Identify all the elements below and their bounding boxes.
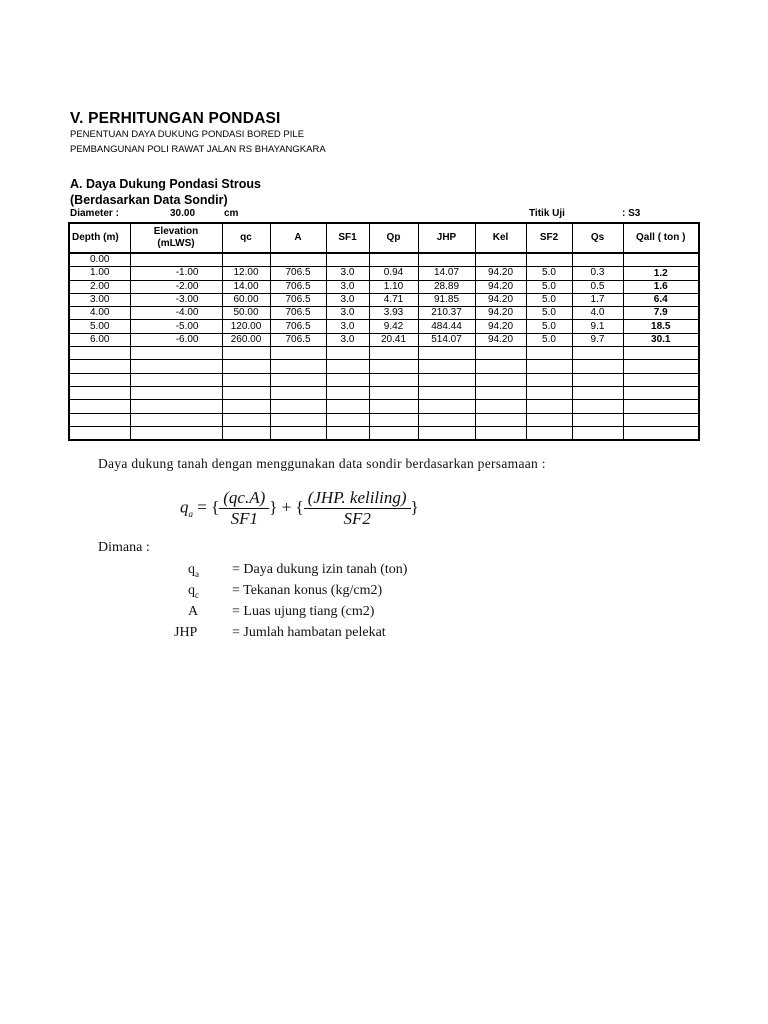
table-cell-qall: [623, 400, 699, 413]
table-cell-qs: [572, 413, 623, 426]
table-cell-qp: [369, 253, 418, 267]
table-cell-jhp: [418, 347, 475, 360]
table-cell-qall: [623, 426, 699, 440]
table-cell-qp: 9.42: [369, 320, 418, 333]
fraction-denominator-1: SF1: [230, 509, 258, 528]
table-cell-depth: [69, 413, 130, 426]
symbol-text: q: [188, 583, 195, 598]
table-row: [69, 373, 699, 386]
table-cell-kel: [475, 253, 526, 267]
table-cell-kel: [475, 426, 526, 440]
table-cell-qall: 18.5: [623, 320, 699, 333]
table-cell-sf2: 5.0: [526, 307, 572, 320]
definitions-list: [174, 562, 408, 646]
table-cell-qs: [572, 373, 623, 386]
table-cell-jhp: 14.07: [418, 267, 475, 280]
table-cell-jhp: [418, 400, 475, 413]
table-cell-sf1: [326, 360, 369, 373]
column-header-depth: Depth (m): [69, 223, 130, 253]
table-cell-sf2: [526, 400, 572, 413]
table-cell-elevation: [130, 413, 222, 426]
table-cell-elevation: [130, 426, 222, 440]
table-cell-a: 706.5: [270, 280, 326, 293]
table-cell-sf2: 5.0: [526, 333, 572, 346]
definition-text: = Daya dukung izin tanah (ton): [232, 562, 408, 577]
table-cell-qs: 4.0: [572, 307, 623, 320]
table-cell-sf1: 3.0: [326, 320, 369, 333]
section-heading: A. Daya Dukung Pondasi Strous: [70, 177, 262, 191]
table-cell-qs: [572, 253, 623, 267]
table-cell-jhp: 210.37: [418, 307, 475, 320]
table-cell-qc: 60.00: [222, 293, 270, 306]
fraction-denominator-2: SF2: [343, 509, 371, 528]
table-cell-elevation: -6.00: [130, 333, 222, 346]
equation-plus: +: [277, 497, 296, 517]
table-cell-sf2: [526, 373, 572, 386]
table-row: [69, 333, 699, 346]
table-cell-sf2: [526, 347, 572, 360]
table-cell-qc: 50.00: [222, 307, 270, 320]
table-cell-kel: [475, 360, 526, 373]
table-row: [69, 360, 699, 373]
symbol-text: q: [188, 562, 195, 577]
table-cell-qs: [572, 426, 623, 440]
table-cell-a: 706.5: [270, 293, 326, 306]
table-cell-sf1: 3.0: [326, 333, 369, 346]
table-cell-jhp: 28.89: [418, 280, 475, 293]
column-header-qp: Qp: [369, 223, 418, 253]
table-row: [69, 400, 699, 413]
table-cell-qs: 9.1: [572, 320, 623, 333]
table-row: [69, 426, 699, 440]
table-cell-sf1: 3.0: [326, 307, 369, 320]
definition-symbol: [188, 583, 232, 604]
equation-equals: =: [193, 497, 212, 517]
definition-symbol: [174, 625, 232, 646]
table-cell-a: 706.5: [270, 307, 326, 320]
table-cell-jhp: 91.85: [418, 293, 475, 306]
table-cell-qc: [222, 253, 270, 267]
table-cell-qs: [572, 347, 623, 360]
table-row: [69, 386, 699, 399]
table-cell-qall: 1.6: [623, 280, 699, 293]
table-cell-qp: [369, 386, 418, 399]
fraction-numerator-2: (JHP. keliling): [304, 488, 411, 509]
table-cell-sf2: [526, 426, 572, 440]
diameter-value: 30.00: [170, 208, 196, 219]
table-cell-qs: [572, 400, 623, 413]
table-cell-qall: [623, 373, 699, 386]
table-cell-sf1: [326, 400, 369, 413]
table-cell-qc: 260.00: [222, 333, 270, 346]
table-cell-sf1: 3.0: [326, 267, 369, 280]
table-cell-a: 706.5: [270, 320, 326, 333]
table-row: [69, 413, 699, 426]
brace-open-1: {: [211, 497, 220, 517]
dimana-label: Dimana :: [98, 540, 150, 555]
table-cell-a: [270, 253, 326, 267]
table-cell-sf1: [326, 426, 369, 440]
diameter-unit: cm: [224, 208, 239, 219]
table-cell-elevation: [130, 347, 222, 360]
table-cell-qs: 0.3: [572, 267, 623, 280]
table-cell-jhp: [418, 360, 475, 373]
table-header-row: [69, 223, 699, 253]
column-header-sf1: SF1: [326, 223, 369, 253]
titik-uji-label: Titik Uji: [529, 208, 565, 219]
table-cell-a: [270, 386, 326, 399]
column-header-qs: Qs: [572, 223, 623, 253]
table-cell-elevation: -3.00: [130, 293, 222, 306]
table-cell-qp: [369, 347, 418, 360]
table-cell-sf2: [526, 386, 572, 399]
table-cell-depth: 1.00: [69, 267, 130, 280]
table-cell-sf1: 3.0: [326, 280, 369, 293]
table-cell-jhp: 484.44: [418, 320, 475, 333]
table-cell-sf1: [326, 373, 369, 386]
table-cell-sf1: [326, 347, 369, 360]
table-cell-kel: 94.20: [475, 320, 526, 333]
table-cell-elevation: [130, 400, 222, 413]
table-cell-sf1: [326, 253, 369, 267]
table-cell-depth: [69, 360, 130, 373]
header-line: (mLWS): [157, 238, 195, 249]
table-cell-qp: 0.94: [369, 267, 418, 280]
table-cell-depth: [69, 347, 130, 360]
formula-image: [88, 452, 698, 650]
table-cell-depth: [69, 386, 130, 399]
diameter-label: Diameter :: [70, 208, 119, 219]
table-cell-qc: [222, 400, 270, 413]
column-header-a: A: [270, 223, 326, 253]
table-cell-qs: 0.5: [572, 280, 623, 293]
table-cell-sf2: 5.0: [526, 293, 572, 306]
table-cell-qc: [222, 413, 270, 426]
table-cell-sf2: 5.0: [526, 267, 572, 280]
table-cell-qp: 4.71: [369, 293, 418, 306]
table-cell-qc: [222, 386, 270, 399]
fraction-friction: [304, 488, 411, 529]
subtitle-line-1: PENENTUAN DAYA DUKUNG PONDASI BORED PILE: [70, 129, 305, 140]
definition-text: = Tekanan konus (kg/cm2): [232, 583, 383, 598]
table-cell-qs: 1.7: [572, 293, 623, 306]
table-cell-qp: [369, 413, 418, 426]
brace-open-2: {: [295, 497, 304, 517]
table-cell-qc: 14.00: [222, 280, 270, 293]
table-cell-qs: [572, 386, 623, 399]
table-cell-a: [270, 413, 326, 426]
table-cell-elevation: -4.00: [130, 307, 222, 320]
table-cell-qc: [222, 426, 270, 440]
table-cell-qall: [623, 347, 699, 360]
table-cell-depth: [69, 400, 130, 413]
table-cell-qall: [623, 413, 699, 426]
table-cell-qc: 120.00: [222, 320, 270, 333]
table-row: [69, 347, 699, 360]
table-cell-qall: [623, 253, 699, 267]
bearing-capacity-equation: [180, 488, 419, 529]
sondir-table: [68, 222, 700, 441]
table-cell-a: [270, 400, 326, 413]
table-cell-qc: 12.00: [222, 267, 270, 280]
table-cell-kel: 94.20: [475, 293, 526, 306]
definition-symbol: [188, 604, 232, 625]
table-cell-qp: [369, 400, 418, 413]
page-title: V. PERHITUNGAN PONDASI: [70, 110, 281, 127]
table-cell-qall: 6.4: [623, 293, 699, 306]
table-cell-sf1: 3.0: [326, 293, 369, 306]
fraction-numerator-1: (qc.A): [219, 488, 269, 509]
table-cell-a: [270, 347, 326, 360]
definition-qc: [188, 583, 407, 604]
table-row: [69, 293, 699, 306]
table-cell-kel: [475, 373, 526, 386]
table-cell-qp: [369, 360, 418, 373]
table-cell-depth: 2.00: [69, 280, 130, 293]
table-cell-qc: [222, 373, 270, 386]
table-cell-elevation: [130, 360, 222, 373]
table-row: [69, 320, 699, 333]
brace-close-2: }: [410, 497, 419, 517]
table-cell-elevation: -2.00: [130, 280, 222, 293]
table-cell-qall: [623, 386, 699, 399]
table-cell-a: [270, 360, 326, 373]
table-cell-qp: 1.10: [369, 280, 418, 293]
table-cell-jhp: [418, 426, 475, 440]
table-cell-qp: [369, 426, 418, 440]
table-row: [69, 280, 699, 293]
table-cell-a: 706.5: [270, 267, 326, 280]
table-cell-kel: 94.20: [475, 307, 526, 320]
table-cell-depth: 0.00: [69, 253, 130, 267]
table-cell-elevation: [130, 253, 222, 267]
header-line: Elevation: [153, 226, 199, 237]
table-cell-a: [270, 426, 326, 440]
table-row: [69, 307, 699, 320]
table-cell-elevation: [130, 386, 222, 399]
table-cell-depth: 3.00: [69, 293, 130, 306]
table-cell-jhp: [418, 373, 475, 386]
table-cell-sf2: 5.0: [526, 320, 572, 333]
table-cell-a: 706.5: [270, 333, 326, 346]
section-subheading: (Berdasarkan Data Sondir): [70, 193, 228, 207]
definition-jhp: [174, 625, 407, 646]
definition-a: [188, 604, 407, 625]
table-body: [69, 253, 699, 440]
table-cell-qc: [222, 347, 270, 360]
table-cell-kel: [475, 347, 526, 360]
column-header-sf2: SF2: [526, 223, 572, 253]
symbol-subscript: a: [195, 568, 199, 579]
column-header-qall: Qall ( ton ): [623, 223, 699, 253]
subtitle-line-2: PEMBANGUNAN POLI RAWAT JALAN RS BHAYANGKARA: [70, 144, 326, 155]
definition-text: = Jumlah hambatan pelekat: [232, 625, 386, 640]
equation-lhs: q: [180, 497, 189, 517]
table-cell-qp: 3.93: [369, 307, 418, 320]
table-cell-jhp: [418, 413, 475, 426]
table-cell-qp: [369, 373, 418, 386]
titik-uji-value: : S3: [622, 208, 641, 219]
table-cell-kel: 94.20: [475, 267, 526, 280]
definition-text: = Luas ujung tiang (cm2): [232, 604, 375, 619]
symbol-subscript: c: [195, 589, 199, 600]
table-cell-depth: 5.00: [69, 320, 130, 333]
fraction-end-bearing: [219, 488, 269, 529]
column-header-qc: qc: [222, 223, 270, 253]
table-cell-kel: [475, 386, 526, 399]
table-cell-a: [270, 373, 326, 386]
table-row: [69, 267, 699, 280]
table-cell-sf2: [526, 413, 572, 426]
symbol-text: JHP: [174, 625, 198, 640]
table-cell-sf2: [526, 360, 572, 373]
table-cell-qall: 1.2: [623, 267, 699, 280]
definition-qa: [188, 562, 407, 583]
table-cell-qp: 20.41: [369, 333, 418, 346]
table-cell-jhp: [418, 386, 475, 399]
table-cell-qall: 7.9: [623, 307, 699, 320]
table-cell-kel: 94.20: [475, 333, 526, 346]
table-cell-elevation: -1.00: [130, 267, 222, 280]
table-cell-kel: 94.20: [475, 280, 526, 293]
table-cell-depth: 6.00: [69, 333, 130, 346]
table-cell-elevation: -5.00: [130, 320, 222, 333]
table-row: [69, 253, 699, 267]
formula-intro: Daya dukung tanah dengan menggunakan data sondir berdasarkan persamaan :: [98, 456, 546, 471]
table-cell-qall: 30.1: [623, 333, 699, 346]
brace-close-1: }: [269, 497, 278, 517]
table-cell-sf1: [326, 386, 369, 399]
table-cell-jhp: [418, 253, 475, 267]
table-cell-sf2: 5.0: [526, 280, 572, 293]
definition-symbol: [188, 562, 232, 583]
table-cell-qs: [572, 360, 623, 373]
table-cell-elevation: [130, 373, 222, 386]
table-cell-kel: [475, 413, 526, 426]
table-cell-qall: [623, 360, 699, 373]
table-cell-qs: 9.7: [572, 333, 623, 346]
table-cell-sf1: [326, 413, 369, 426]
column-header-kel: Kel: [475, 223, 526, 253]
equation-lhs-subscript: a: [188, 508, 193, 519]
table-cell-depth: 4.00: [69, 307, 130, 320]
column-header-elevation: [130, 223, 222, 253]
table-cell-depth: [69, 426, 130, 440]
table-cell-sf2: [526, 253, 572, 267]
table-cell-kel: [475, 400, 526, 413]
table-cell-depth: [69, 373, 130, 386]
table-cell-jhp: 514.07: [418, 333, 475, 346]
column-header-jhp: JHP: [418, 223, 475, 253]
table-cell-qc: [222, 360, 270, 373]
symbol-text: A: [188, 604, 199, 619]
